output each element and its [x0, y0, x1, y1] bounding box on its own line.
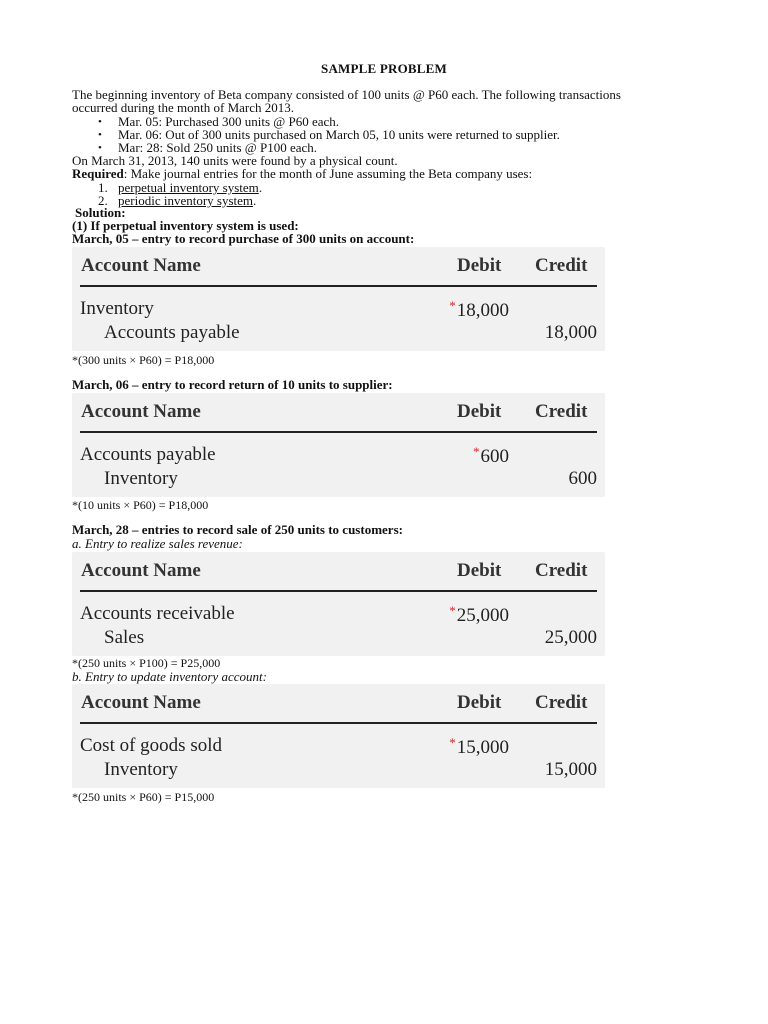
debit-value: 18,000 — [456, 300, 509, 321]
entry-heading: March, 05 – entry to record purchase of 300 units on account: — [72, 231, 415, 246]
transaction-item: Mar. 06: Out of 300 units purchased on March 05, 10 units were returned to supplier. — [118, 127, 560, 142]
credit-account: Accounts payable — [104, 322, 240, 343]
header-rule — [80, 722, 597, 724]
credit-account: Inventory — [104, 468, 178, 489]
debit-value: 25,000 — [456, 605, 509, 626]
intro-line-2: occurred during the month of March 2013. — [72, 100, 295, 115]
transaction-item: Mar. 05: Purchased 300 units @ P60 each. — [118, 114, 340, 129]
journal-table — [72, 684, 605, 788]
bullet-icon: • — [98, 142, 102, 154]
page-title: SAMPLE PROBLEM — [321, 61, 447, 76]
asterisk-icon: * — [449, 298, 456, 313]
list-number: 1. — [98, 180, 108, 195]
account-header: Account Name — [81, 560, 201, 581]
debit-account: Accounts payable — [80, 444, 216, 465]
bullet-icon: • — [98, 116, 102, 128]
required-line — [72, 167, 532, 181]
list-number: 2. — [98, 193, 108, 208]
debit-amount — [473, 444, 509, 468]
debit-amount — [449, 603, 509, 627]
calculation-note: *(250 units × P100) = P25,000 — [72, 656, 221, 670]
credit-amount: 25,000 — [544, 627, 597, 648]
debit-value: 600 — [480, 446, 509, 467]
entry-heading: March, 06 – entry to record return of 10 units to supplier: — [72, 377, 393, 392]
journal-table — [72, 393, 605, 497]
account-header: Account Name — [81, 255, 201, 276]
list-suffix: . — [258, 180, 263, 195]
debit-header: Debit — [457, 255, 502, 276]
credit-account: Inventory — [104, 759, 178, 780]
asterisk-icon: * — [449, 603, 456, 618]
journal-table — [72, 247, 605, 351]
account-header: Account Name — [81, 692, 201, 713]
perpetual-system-link[interactable]: perpetual inventory system — [118, 180, 259, 195]
debit-account: Cost of goods sold — [80, 735, 222, 756]
debit-value: 15,000 — [456, 737, 509, 758]
header-rule — [80, 590, 597, 592]
debit-header: Debit — [457, 401, 502, 422]
credit-header: Credit — [535, 401, 588, 422]
debit-amount — [449, 735, 509, 759]
required-label: Required — [72, 166, 124, 181]
journal-table — [72, 552, 605, 656]
intro-line-1: The beginning inventory of Beta company consisted of 100 units @ P60 each. The following transactions — [72, 87, 621, 102]
system-item — [118, 193, 256, 209]
entry-subheading: a. Entry to realize sales revenue: — [72, 536, 243, 551]
credit-header: Credit — [535, 560, 588, 581]
calculation-note: *(10 units × P60) = P18,000 — [72, 498, 209, 512]
solution-label: Solution: — [75, 205, 126, 220]
bullet-icon: • — [98, 129, 102, 141]
credit-amount: 18,000 — [544, 322, 597, 343]
debit-account: Accounts receivable — [80, 603, 235, 624]
credit-amount: 600 — [568, 468, 597, 489]
credit-header: Credit — [535, 692, 588, 713]
list-suffix: . — [253, 193, 257, 208]
debit-header: Debit — [457, 560, 502, 581]
header-rule — [80, 431, 597, 433]
credit-amount: 15,000 — [544, 759, 597, 780]
debit-amount — [449, 298, 509, 322]
credit-header: Credit — [535, 255, 588, 276]
account-header: Account Name — [81, 401, 201, 422]
entry-subheading: b. Entry to update inventory account: — [72, 669, 267, 684]
required-text: : Make journal entries for the month of June assuming the Beta company uses: — [123, 166, 533, 181]
transaction-item: Mar: 28: Sold 250 units @ P100 each. — [118, 140, 318, 155]
header-rule — [80, 285, 597, 287]
physical-count-text: On March 31, 2013, 140 units were found by a physical count. — [72, 153, 398, 168]
periodic-system-link[interactable]: periodic inventory system — [118, 193, 254, 208]
debit-header: Debit — [457, 692, 502, 713]
debit-account: Inventory — [80, 298, 154, 319]
calculation-note: *(300 units × P60) = P18,000 — [72, 353, 215, 367]
entry-heading: March, 28 – entries to record sale of 250 units to customers: — [72, 522, 403, 537]
asterisk-icon: * — [449, 735, 456, 750]
asterisk-icon: * — [473, 444, 480, 459]
credit-account: Sales — [104, 627, 145, 648]
calculation-note: *(250 units × P60) = P15,000 — [72, 790, 215, 804]
perpetual-heading: (1) If perpetual inventory system is used: — [72, 218, 299, 233]
